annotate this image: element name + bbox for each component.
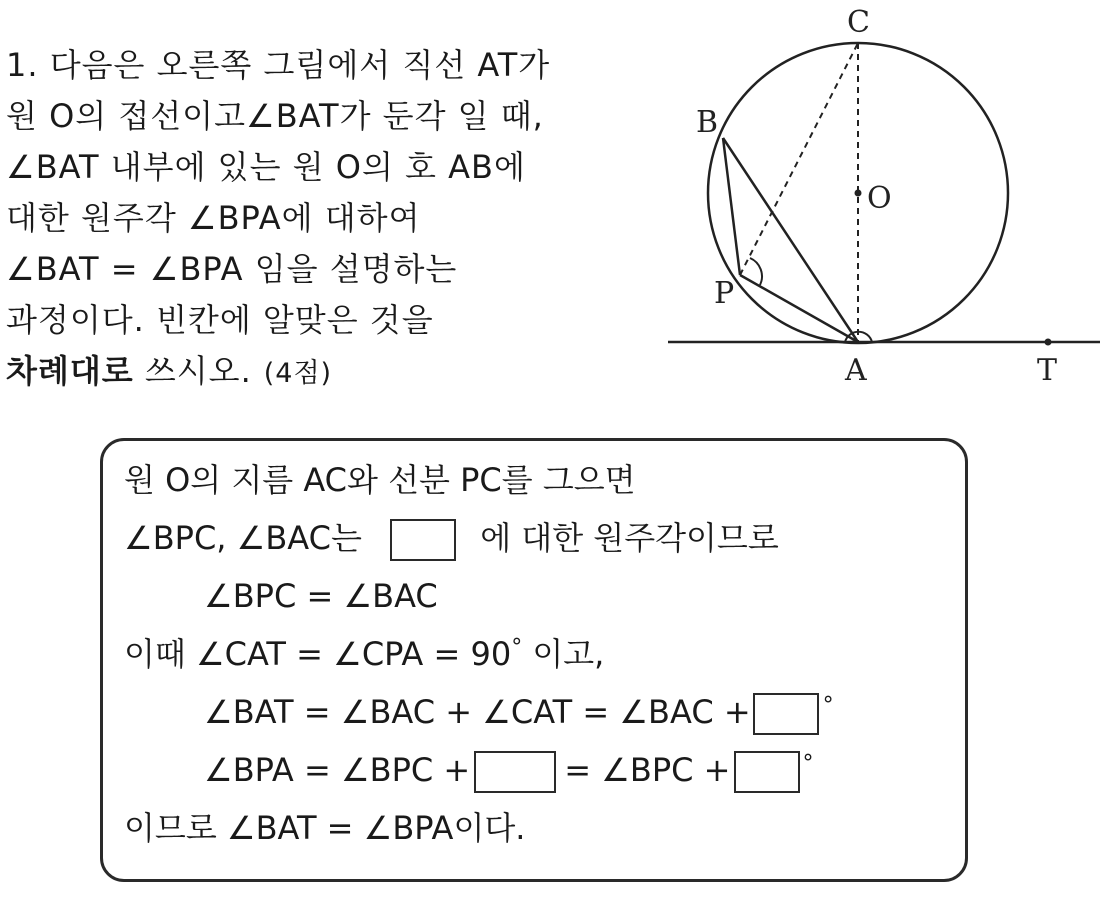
question-line-3: ∠BAT 내부에 있는 원 O의 호 AB에 — [6, 148, 526, 186]
question-line-4: 대한 원주각 ∠BPA에 대하여 — [6, 199, 421, 237]
question-text — [6, 40, 666, 397]
label-p: P — [714, 276, 735, 311]
label-b: B — [696, 105, 719, 140]
answer-blank-2[interactable] — [753, 693, 819, 735]
score-label: (4점) — [263, 358, 333, 389]
point-t — [1045, 339, 1052, 346]
segment-ba — [723, 138, 858, 342]
answer-blank-3[interactable] — [474, 751, 556, 793]
proof-line-7: 이므로 ∠BAT = ∠BPA이다. — [124, 809, 526, 847]
degree-sign: ° — [822, 693, 834, 718]
proof-line-4-pre: 이때 ∠CAT = ∠CPA = 90 — [124, 635, 512, 673]
question-line-5: ∠BAT = ∠BPA 임을 설명하는 — [6, 250, 458, 288]
proof-line-3: ∠BPC = ∠BAC — [204, 577, 438, 615]
label-t: T — [1037, 353, 1058, 388]
question-line-1: 1. 다음은 오른쪽 그림에서 직선 AT가 — [6, 46, 551, 84]
proof-line-5-pre: ∠BAT = ∠BAC + ∠CAT = ∠BAC + — [204, 693, 751, 731]
segment-pc — [740, 43, 858, 275]
question-line-2: 원 O의 접선이고∠BAT가 둔각 일 때, — [6, 97, 544, 135]
answer-blank-4[interactable] — [734, 751, 800, 793]
proof-line-2 — [124, 513, 779, 563]
label-o: O — [867, 181, 892, 216]
proof-line-1: 원 O의 지름 AC와 선분 PC를 그으면 — [124, 461, 636, 499]
center-point-o — [855, 190, 862, 197]
circle-diagram — [660, 0, 1107, 400]
proof-line-6 — [204, 745, 813, 795]
label-c: C — [847, 5, 870, 40]
question-line-7 — [6, 346, 666, 397]
proof-line-2-pre: ∠BPC, ∠BAC는 — [124, 519, 362, 557]
answer-blank-1[interactable] — [390, 519, 456, 561]
proof-line-6-pre: ∠BPA = ∠BPC + — [204, 751, 471, 789]
instruction-text: 쓰시오. — [133, 352, 252, 390]
degree-sign: ° — [802, 751, 814, 776]
proof-line-2-post: 에 대한 원주각이므로 — [480, 519, 779, 557]
question-line-6: 과정이다. 빈칸에 알맞은 것을 — [6, 301, 434, 339]
proof-line-4-post: 이고, — [522, 635, 605, 673]
degree-sign: ° — [511, 635, 523, 660]
proof-line-5 — [204, 687, 834, 737]
label-a: A — [845, 353, 867, 388]
proof-line-4 — [124, 629, 604, 679]
instruction-bold: 차례대로 — [6, 352, 134, 390]
proof-line-6-mid: = ∠BPC + — [564, 751, 731, 789]
